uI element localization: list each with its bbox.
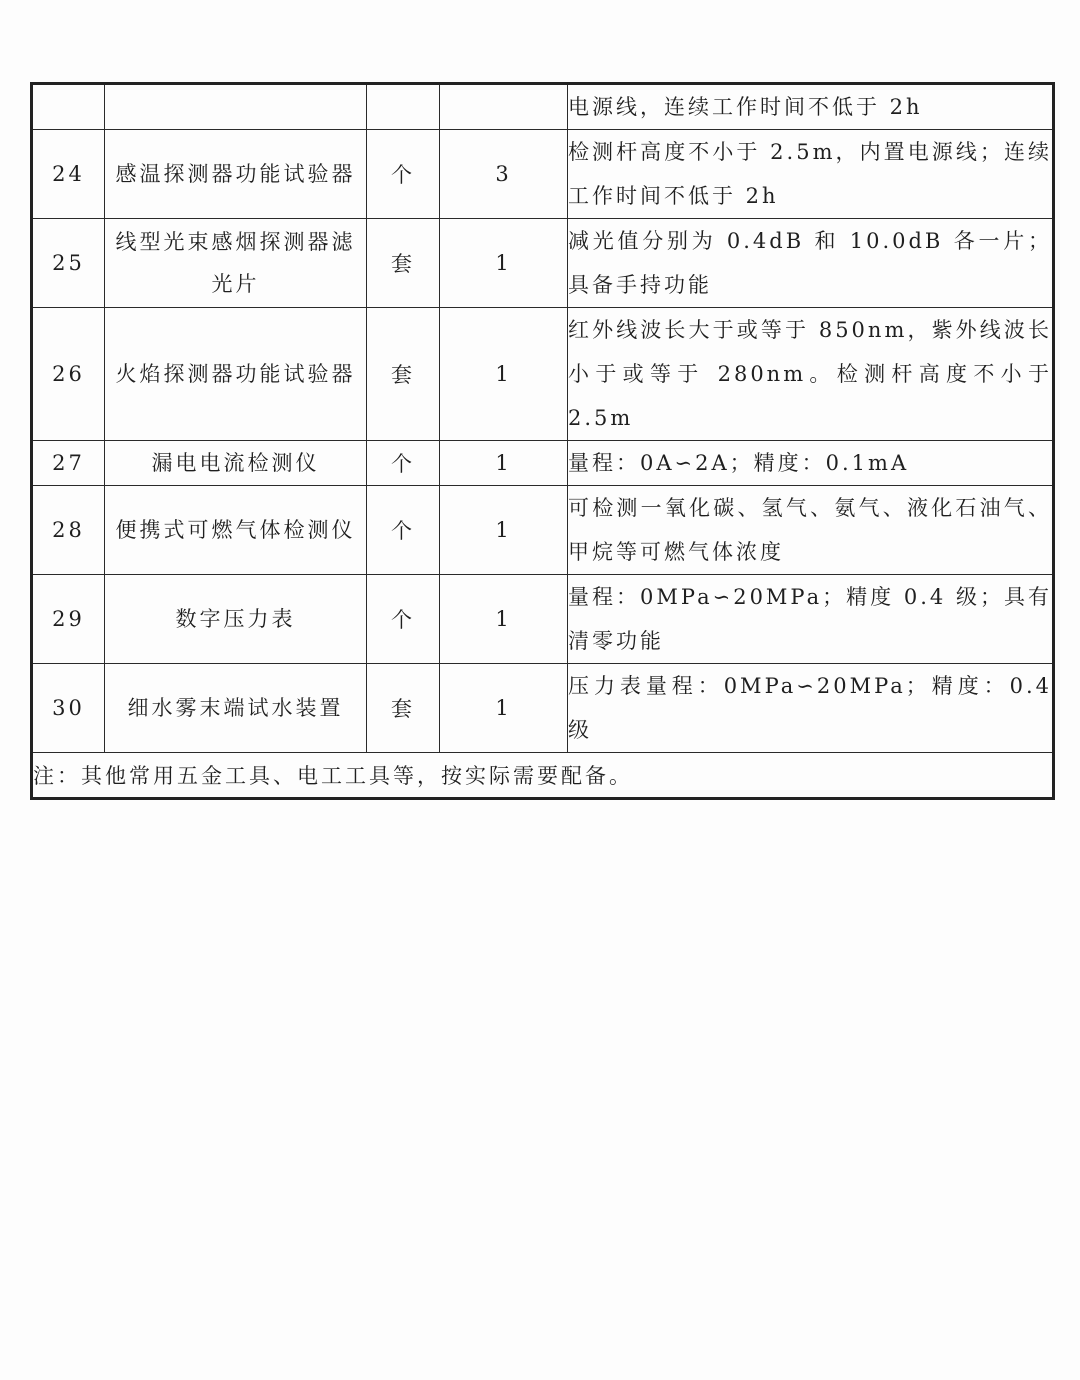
cell-qty: 1 <box>440 308 568 441</box>
cell-name: 火焰探测器功能试验器 <box>105 308 367 441</box>
cell-unit: 套 <box>367 664 440 753</box>
cell-no: 24 <box>32 130 105 219</box>
table-row <box>32 441 1054 486</box>
cell-qty: 1 <box>440 486 568 575</box>
cell-spec: 红外线波长大于或等于 850nm，紫外线波长小于或等于 280nm。检测杆高度不小于 2.5m <box>568 308 1054 441</box>
cell-unit: 套 <box>367 219 440 308</box>
cell-name <box>105 84 367 130</box>
cell-spec: 电源线，连续工作时间不低于 2h <box>568 84 1054 130</box>
cell-unit: 个 <box>367 575 440 664</box>
table-note: 注：其他常用五金工具、电工工具等，按实际需要配备。 <box>32 753 1054 799</box>
cell-no <box>32 84 105 130</box>
table-row <box>32 486 1054 575</box>
cell-spec: 压力表量程：0MPa∽20MPa；精度：0.4 级 <box>568 664 1054 753</box>
cell-name: 漏电电流检测仪 <box>105 441 367 486</box>
table-row <box>32 130 1054 219</box>
cell-unit: 个 <box>367 486 440 575</box>
cell-spec: 量程：0A∽2A；精度：0.1mA <box>568 441 1054 486</box>
cell-name: 便携式可燃气体检测仪 <box>105 486 367 575</box>
cell-no: 28 <box>32 486 105 575</box>
cell-name: 细水雾末端试水装置 <box>105 664 367 753</box>
cell-spec: 减光值分别为 0.4dB 和 10.0dB 各一片；具备手持功能 <box>568 219 1054 308</box>
table-row <box>32 575 1054 664</box>
cell-qty: 1 <box>440 664 568 753</box>
cell-qty <box>440 84 568 130</box>
table-row <box>32 219 1054 308</box>
cell-no: 30 <box>32 664 105 753</box>
cell-name: 数字压力表 <box>105 575 367 664</box>
cell-name: 线型光束感烟探测器滤光片 <box>105 219 367 308</box>
cell-unit: 个 <box>367 130 440 219</box>
table-row <box>32 308 1054 441</box>
cell-unit <box>367 84 440 130</box>
cell-qty: 1 <box>440 441 568 486</box>
cell-qty: 1 <box>440 219 568 308</box>
table-note-row <box>32 753 1054 799</box>
cell-qty: 3 <box>440 130 568 219</box>
cell-name: 感温探测器功能试验器 <box>105 130 367 219</box>
cell-no: 27 <box>32 441 105 486</box>
cell-no: 25 <box>32 219 105 308</box>
cell-spec: 可检测一氧化碳、氢气、氨气、液化石油气、甲烷等可燃气体浓度 <box>568 486 1054 575</box>
cell-qty: 1 <box>440 575 568 664</box>
table-row-continued <box>32 84 1054 130</box>
cell-spec: 检测杆高度不小于 2.5m，内置电源线；连续工作时间不低于 2h <box>568 130 1054 219</box>
cell-no: 29 <box>32 575 105 664</box>
cell-unit: 套 <box>367 308 440 441</box>
cell-unit: 个 <box>367 441 440 486</box>
cell-no: 26 <box>32 308 105 441</box>
table-row <box>32 664 1054 753</box>
cell-spec: 量程：0MPa∽20MPa；精度 0.4 级；具有清零功能 <box>568 575 1054 664</box>
equipment-table <box>30 82 1055 800</box>
